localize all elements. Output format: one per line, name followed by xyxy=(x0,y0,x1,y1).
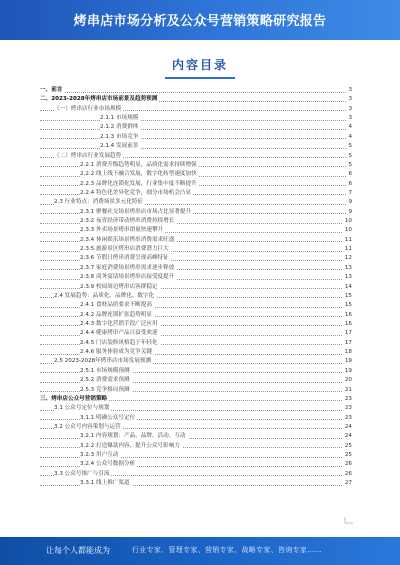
toc-entry[interactable] xyxy=(0,226,400,235)
toc-entry[interactable] xyxy=(0,479,400,488)
toc-entry-title: 2.5.3 竞争格局预测 xyxy=(80,386,132,395)
toc-entry[interactable] xyxy=(0,357,400,366)
footer-banner xyxy=(0,537,400,565)
toc-entry-page: 3 xyxy=(346,114,352,123)
toc-entry-page: 26 xyxy=(343,470,352,479)
toc-entry-title: 2.3 行业特点：消费场景多元化特征 xyxy=(54,198,145,207)
toc-entry-title: 2.5.1 市场规模预测 xyxy=(80,367,132,376)
toc-entry-title: 2.3.1 聚餐社交场景烤串店市场占比显著提升 xyxy=(80,208,193,217)
toc-entry[interactable] xyxy=(0,451,400,460)
toc-entry[interactable] xyxy=(0,114,400,123)
toc-entry-title: 2.3.4 休闲娱乐场景烤串消费需求旺盛 xyxy=(80,236,176,245)
toc-entry[interactable] xyxy=(0,460,400,469)
toc-entry[interactable] xyxy=(0,395,400,404)
toc-entry[interactable] xyxy=(0,311,400,320)
toc-entry[interactable] xyxy=(0,283,400,292)
toc-entry-page: 3 xyxy=(346,95,352,104)
toc-entry[interactable] xyxy=(0,273,400,282)
toc-entry-page: 13 xyxy=(343,273,352,282)
toc-entry-title: 2.1.2 消费群体 xyxy=(100,123,140,132)
toc-entry-page: 18 xyxy=(343,348,352,357)
toc-entry[interactable] xyxy=(0,301,400,310)
toc-entry-title: 2.4.4 健康烤串产品日益受欢迎 xyxy=(80,329,160,338)
table-of-contents xyxy=(0,86,400,488)
toc-entry-title: 2.3.2 夜宵经济带动烤串消费持续增长 xyxy=(80,217,176,226)
toc-entry-title: 3.1 公众号定位与规划 xyxy=(54,404,111,413)
toc-entry[interactable] xyxy=(0,217,400,226)
toc-entry-title: 3.2 公众号内容策划与运营 xyxy=(54,423,123,432)
toc-entry-page: 15 xyxy=(343,292,352,301)
toc-entry-title: 3.2.3 用户互动 xyxy=(80,451,120,460)
toc-entry-title: 2.3.9 校园周边烤串店客群稳定 xyxy=(80,283,160,292)
toc-entry[interactable] xyxy=(0,404,400,413)
toc-leader-dots xyxy=(40,120,352,121)
toc-entry-page: 3 xyxy=(346,86,352,95)
toc-entry[interactable] xyxy=(0,414,400,423)
toc-entry-title: 一、前言 xyxy=(40,86,64,95)
toc-entry-page: 16 xyxy=(343,311,352,320)
toc-entry-title: 3.2.1 内容规划：产品、品牌、活动、互动 xyxy=(80,432,188,441)
toc-entry-title: 2.3.6 节假日烤串消费呈现高峰特征 xyxy=(80,254,171,263)
toc-entry-title: 2.3.7 家庭消费场景烤串需求逐步释放 xyxy=(80,264,176,273)
toc-entry-title: 2.5 2023-2028年烤串店市场发展预测 xyxy=(54,357,153,366)
toc-entry[interactable] xyxy=(0,320,400,329)
toc-entry-title: 2.3.8 商务宴请场景烤串店接受度提升 xyxy=(80,273,176,282)
toc-entry[interactable] xyxy=(0,376,400,385)
toc-entry-page: 27 xyxy=(343,479,352,488)
toc-entry[interactable] xyxy=(0,470,400,479)
toc-entry-page: 13 xyxy=(343,264,352,273)
toc-entry[interactable] xyxy=(0,339,400,348)
footer-tagline: 行业专家、管理专家、营销专家、战略专家、咨询专家…… xyxy=(132,546,322,554)
toc-entry-title: 三、烤串店公众号营销策略 xyxy=(40,395,109,404)
toc-entry-page: 9 xyxy=(346,198,352,207)
toc-entry-page: 4 xyxy=(346,123,352,132)
toc-entry-title: 二、2023-2028年烤串店市场前景及趋势预测 xyxy=(40,95,159,104)
toc-entry-page: 19 xyxy=(343,367,352,376)
toc-entry[interactable] xyxy=(0,123,400,132)
toc-entry-title: 2.4.2 品牌连锁扩张趋势明显 xyxy=(80,311,154,320)
header-banner xyxy=(0,0,400,40)
toc-entry-title: 2.2.1 消费升级趋势明显，品质化需求持续增强 xyxy=(80,161,199,170)
toc-entry-title: 3.1.1 明确公众号定位 xyxy=(80,414,137,423)
toc-entry-title: 2.3.3 外卖场景烤串销量快速攀升 xyxy=(80,226,165,235)
toc-entry-page: 20 xyxy=(343,376,352,385)
toc-entry[interactable] xyxy=(0,254,400,263)
toc-entry-title: （二）烤串店行业发展趋势 xyxy=(54,152,123,161)
toc-entry-title: 2.2.3 品牌化连锁化发展，行业集中度不断提升 xyxy=(80,180,199,189)
toc-leader-dots xyxy=(40,148,352,149)
toc-entry[interactable] xyxy=(0,236,400,245)
toc-entry-title: 2.2.4 特色化差异化竞争，细分市场机会凸显 xyxy=(80,189,193,198)
toc-entry[interactable] xyxy=(0,133,400,142)
toc-entry-page: 25 xyxy=(343,442,352,451)
toc-entry[interactable] xyxy=(0,170,400,179)
toc-entry[interactable] xyxy=(0,329,400,338)
toc-entry-title: 3.3.1 线上推广渠道 xyxy=(80,479,132,488)
toc-entry-page: 16 xyxy=(343,320,352,329)
toc-entry-page: 5 xyxy=(346,152,352,161)
toc-entry[interactable] xyxy=(0,180,400,189)
toc-entry-page: 21 xyxy=(343,386,352,395)
toc-entry-page: 23 xyxy=(343,395,352,404)
toc-entry-page: 5 xyxy=(346,142,352,151)
toc-entry-title: 3.2.2 打造爆款内容，提升公众号影响力 xyxy=(80,442,182,451)
toc-entry[interactable] xyxy=(0,245,400,254)
toc-entry[interactable] xyxy=(0,189,400,198)
toc-entry[interactable] xyxy=(0,432,400,441)
toc-entry[interactable] xyxy=(0,386,400,395)
toc-entry-page: 12 xyxy=(343,254,352,263)
toc-leader-dots xyxy=(40,138,352,139)
toc-entry-page: 26 xyxy=(343,460,352,469)
toc-entry-title: 2.4.3 数字化营销手段广泛应用 xyxy=(80,320,160,329)
toc-leader-dots xyxy=(40,129,352,130)
toc-entry-page: 7 xyxy=(346,189,352,198)
toc-entry-page: 14 xyxy=(343,283,352,292)
toc-entry-page: 23 xyxy=(343,414,352,423)
footer-slogan: 让每个人都能成为 xyxy=(46,546,110,555)
toc-entry-page: 23 xyxy=(343,404,352,413)
toc-entry-title: 2.4.5 门店装修风格趋于年轻化 xyxy=(80,339,160,348)
toc-entry[interactable] xyxy=(0,95,400,104)
toc-entry-page: 5 xyxy=(346,161,352,170)
toc-entry-page: 9 xyxy=(346,208,352,217)
toc-entry-page: 6 xyxy=(346,180,352,189)
toc-entry[interactable] xyxy=(0,348,400,357)
toc-entry-page: 24 xyxy=(343,432,352,441)
toc-entry-page: 25 xyxy=(343,451,352,460)
toc-entry[interactable] xyxy=(0,367,400,376)
toc-entry-title: 2.4.6 服务体验成为竞争关键 xyxy=(80,348,154,357)
toc-entry[interactable] xyxy=(0,105,400,114)
toc-entry[interactable] xyxy=(0,152,400,161)
toc-entry-page: 3 xyxy=(346,105,352,114)
toc-entry-page: 24 xyxy=(343,423,352,432)
toc-entry[interactable] xyxy=(0,142,400,151)
toc-entry[interactable] xyxy=(0,264,400,273)
toc-entry-page: 4 xyxy=(346,133,352,142)
toc-entry-page: 6 xyxy=(346,170,352,179)
corner-mark-icon xyxy=(344,516,354,524)
toc-entry-title: 2.4 发展趋势：品质化、品牌化、数字化 xyxy=(54,292,156,301)
toc-entry-title: 2.1.3 市场竞争 xyxy=(100,133,140,142)
toc-entry-page: 10 xyxy=(343,217,352,226)
report-title: 烤串店市场分析及公众号营销策略研究报告 xyxy=(73,14,327,29)
toc-heading: 内容目录 xyxy=(0,56,400,79)
toc-entry-title: （一）烤串店行业市场规模 xyxy=(54,105,123,114)
toc-entry-page: 11 xyxy=(343,245,352,254)
toc-entry[interactable] xyxy=(0,161,400,170)
toc-entry-title: 2.1.4 发展前景 xyxy=(100,142,140,151)
toc-entry[interactable] xyxy=(0,442,400,451)
toc-entry-title: 2.4.1 食材品质要求不断提高 xyxy=(80,301,154,310)
toc-entry-title: 3.3 公众号推广与引流 xyxy=(54,470,111,479)
toc-entry[interactable] xyxy=(0,292,400,301)
toc-entry[interactable] xyxy=(0,423,400,432)
toc-entry-title: 3.2.4 公众号数据分析 xyxy=(80,460,137,469)
toc-leader-dots xyxy=(40,92,352,93)
toc-entry-title: 2.3.5 旅游景区烤串店消费潜力巨大 xyxy=(80,245,171,254)
toc-entry-title: 2.5.2 消费需求预测 xyxy=(80,376,132,385)
toc-entry-page: 17 xyxy=(343,329,352,338)
toc-entry-page: 19 xyxy=(343,357,352,366)
toc-entry[interactable] xyxy=(0,208,400,217)
toc-entry-title: 2.1.1 市场规模 xyxy=(100,114,140,123)
toc-entry-page: 11 xyxy=(343,236,352,245)
toc-entry-page: 15 xyxy=(343,301,352,310)
toc-entry[interactable] xyxy=(0,86,400,95)
toc-entry-page: 17 xyxy=(343,339,352,348)
toc-entry-page: 10 xyxy=(343,226,352,235)
toc-entry[interactable] xyxy=(0,198,400,207)
toc-entry-title: 2.2.2 线上线下融合发展，数字化转型速度加快 xyxy=(80,170,199,179)
